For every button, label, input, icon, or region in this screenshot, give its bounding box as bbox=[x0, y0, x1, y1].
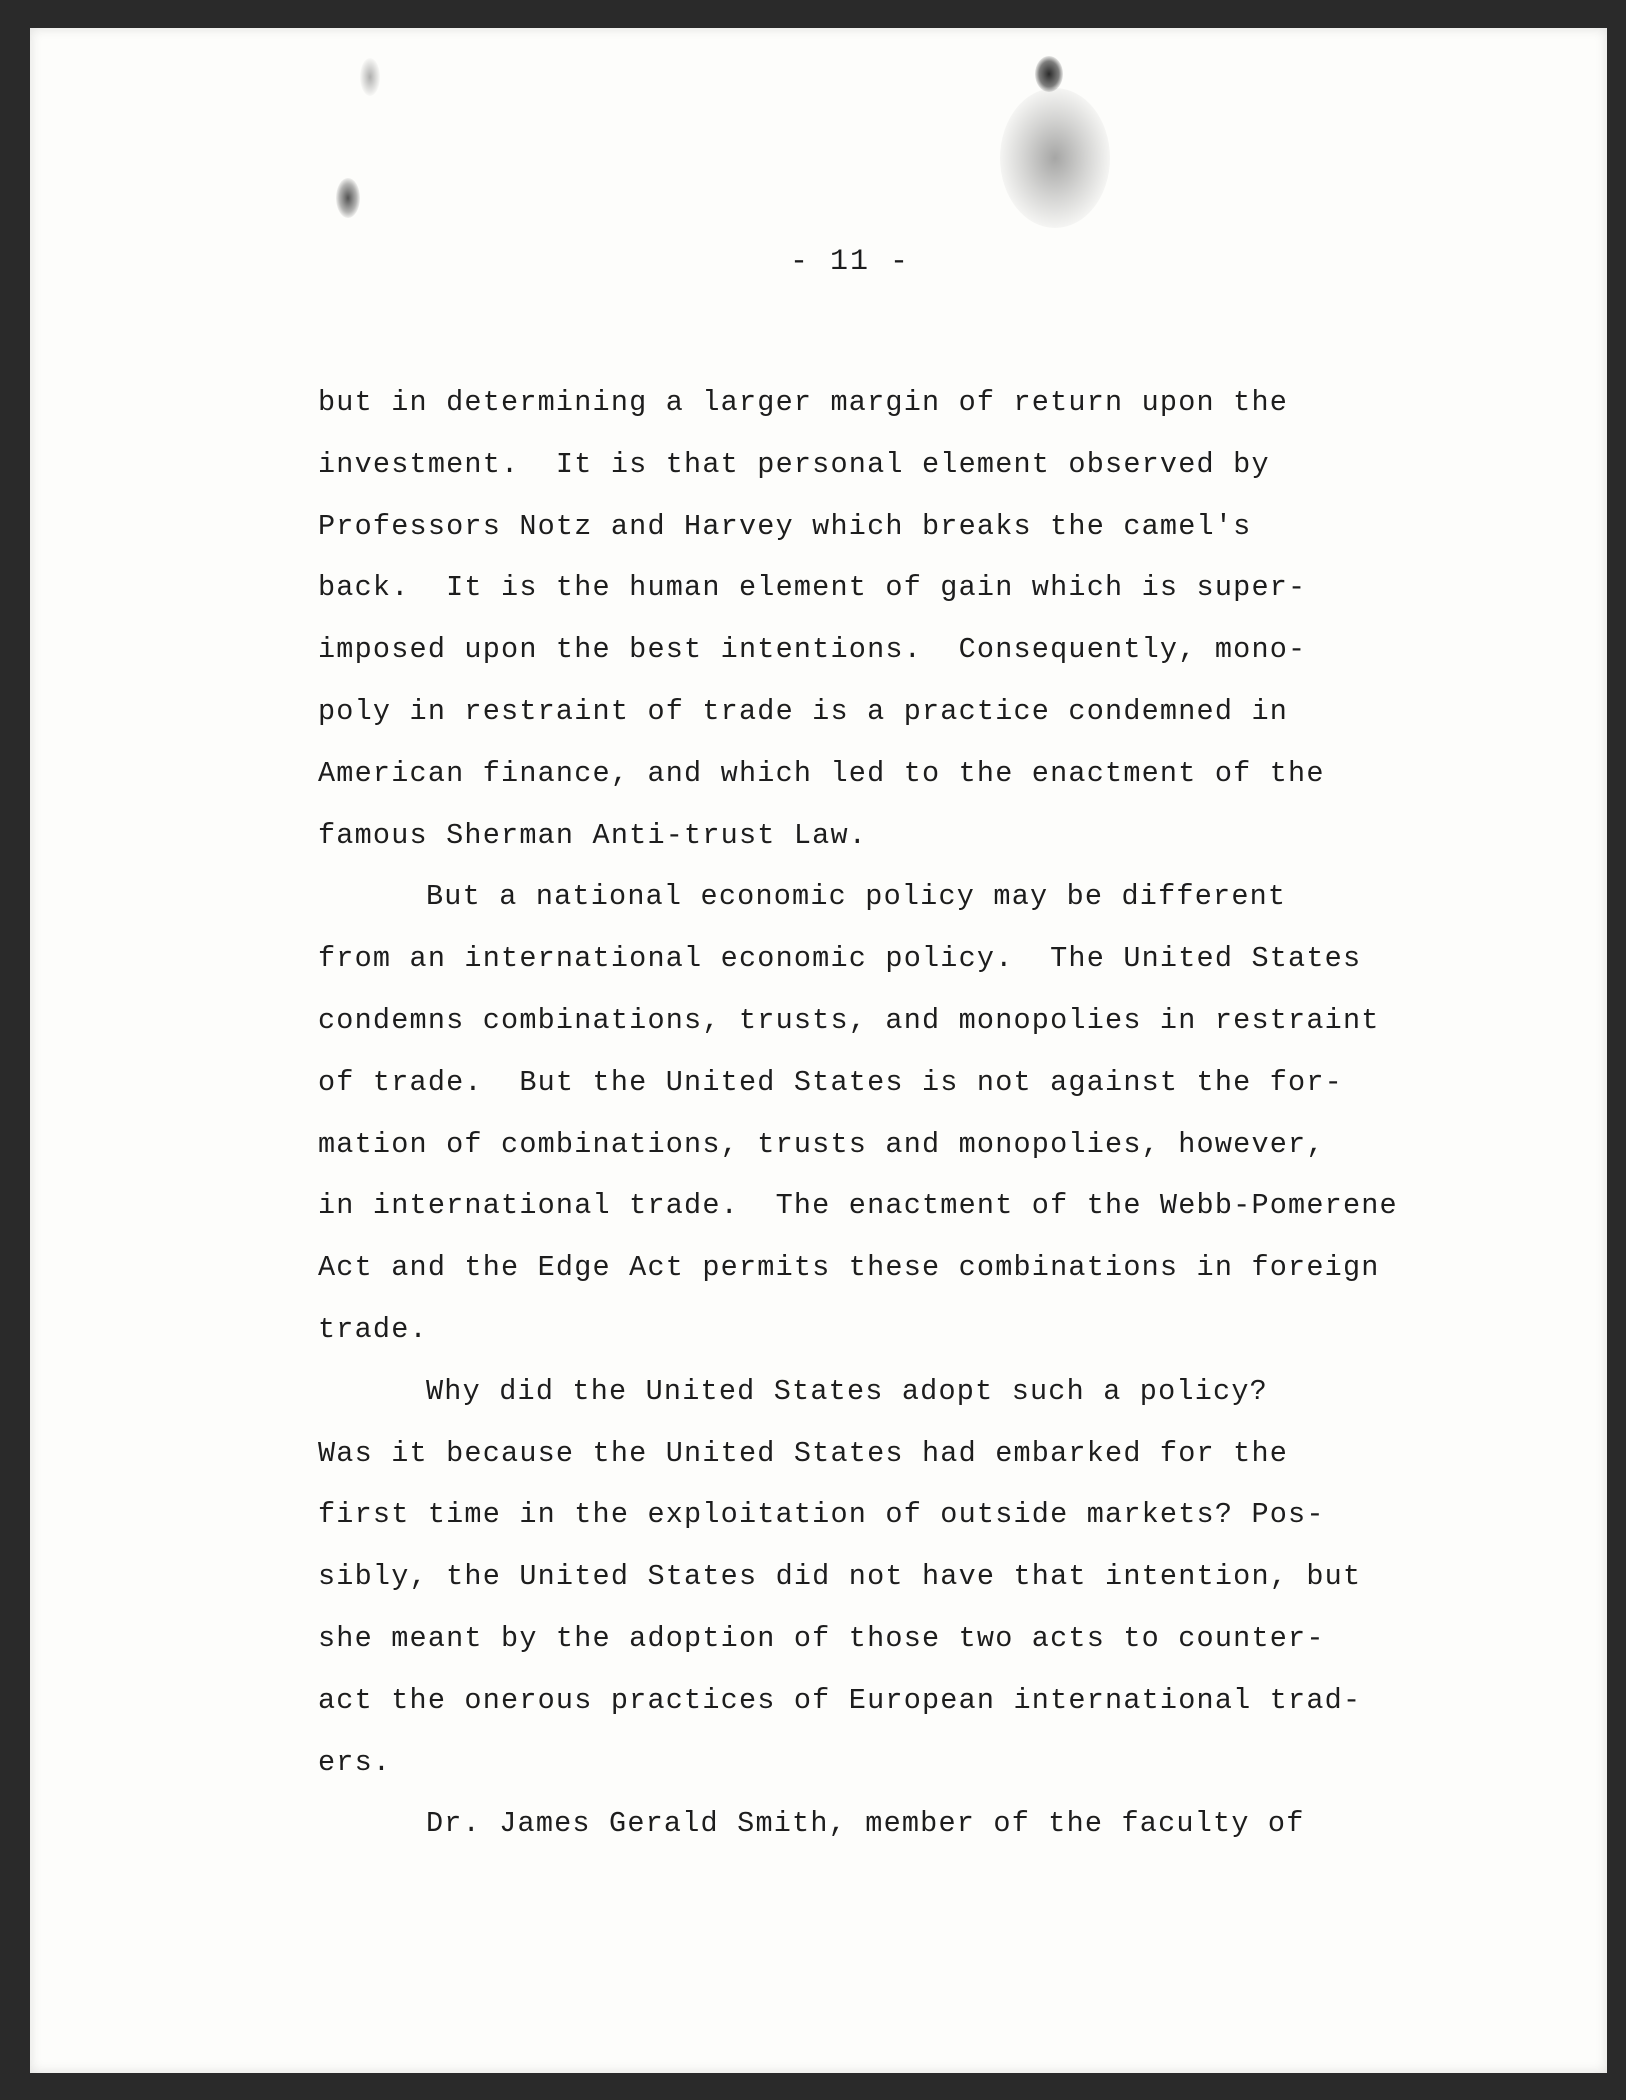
text-line: Was it because the United States had embarked for the bbox=[318, 1436, 1289, 1470]
text-line: Dr. James Gerald Smith, member of the faculty of bbox=[426, 1807, 1305, 1841]
ink-smudge bbox=[1000, 88, 1110, 228]
ink-smudge bbox=[336, 178, 360, 218]
text-line: from an international economic policy. The United States bbox=[318, 942, 1362, 976]
text-line: famous Sherman Anti-trust Law. bbox=[318, 818, 868, 852]
text-line: mation of combinations, trusts and monopolies, however, bbox=[318, 1127, 1325, 1161]
ink-smudge bbox=[360, 58, 380, 96]
text-line: back. It is the human element of gain which is super- bbox=[318, 571, 1307, 605]
ink-smudge bbox=[1035, 56, 1063, 92]
text-line: ers. bbox=[318, 1745, 392, 1779]
text-line: of trade. But the United States is not against the for- bbox=[318, 1065, 1343, 1099]
text-line: she meant by the adoption of those two acts to counter- bbox=[318, 1621, 1325, 1655]
text-line: but in determining a larger margin of return upon the bbox=[318, 386, 1289, 419]
text-line: Act and the Edge Act permits these combinations in foreign bbox=[318, 1251, 1380, 1285]
text-line: act the onerous practices of European international trad- bbox=[318, 1683, 1362, 1717]
page-number: - 11 - bbox=[790, 245, 911, 279]
text-line: Professors Notz and Harvey which breaks the camel's bbox=[318, 509, 1252, 543]
text-line: sibly, the United States did not have that intention, but bbox=[318, 1560, 1362, 1594]
text-line: condemns combinations, trusts, and monopolies in restraint bbox=[318, 1003, 1380, 1037]
text-line: imposed upon the best intentions. Consequently, mono- bbox=[318, 633, 1307, 667]
text-line: in international trade. The enactment of the Webb-Pomerene bbox=[318, 1189, 1398, 1223]
text-line: investment. It is that personal element observed by bbox=[318, 447, 1270, 481]
text-line: poly in restraint of trade is a practice condemned in bbox=[318, 694, 1289, 728]
text-line: Why did the United States adopt such a policy? bbox=[426, 1374, 1268, 1408]
text-line: trade. bbox=[318, 1312, 428, 1346]
text-line: first time in the exploitation of outside markets? Pos- bbox=[318, 1498, 1325, 1532]
body-text bbox=[318, 372, 1458, 1855]
text-line: But a national economic policy may be different bbox=[426, 880, 1287, 914]
text-line: American finance, and which led to the enactment of the bbox=[318, 756, 1325, 790]
